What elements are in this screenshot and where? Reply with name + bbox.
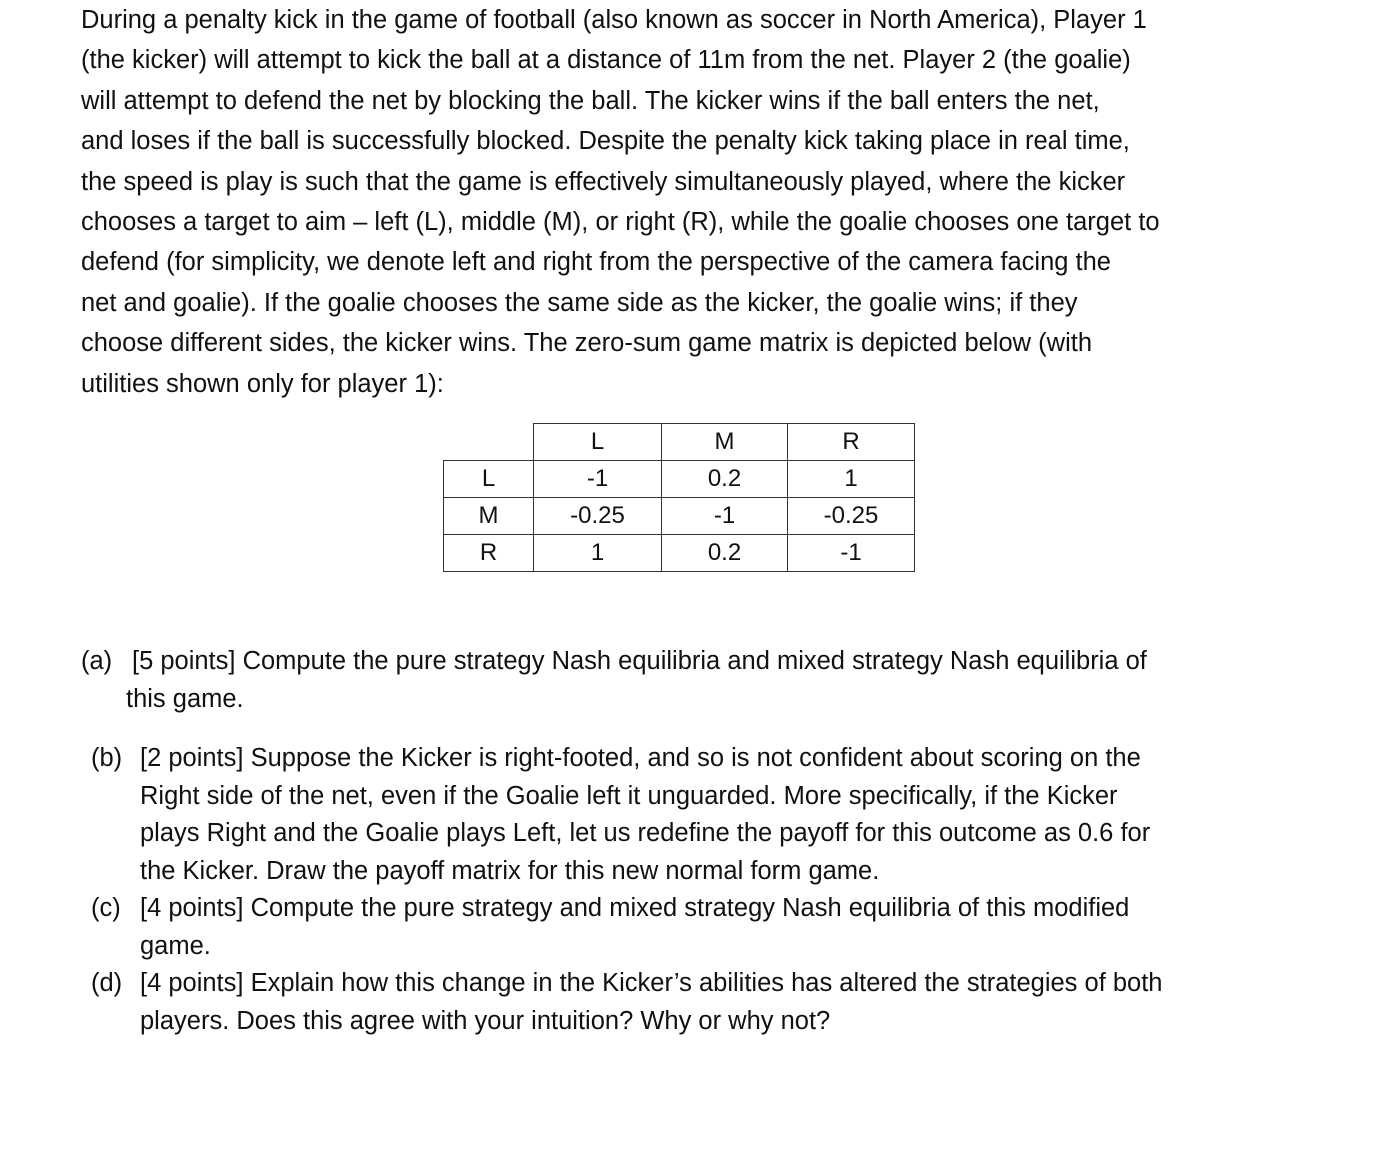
- question-label: (b): [91, 744, 123, 772]
- matrix-row: [444, 498, 915, 535]
- matrix-cell: 1: [788, 461, 915, 498]
- question-line: [5 points] Compute the pure strategy Nash equilibria and mixed strategy Nash equilibria of: [132, 647, 1147, 675]
- payoff-matrix: [443, 423, 915, 572]
- matrix-row: [444, 461, 915, 498]
- question-line: the Kicker. Draw the payoff matrix for this new normal form game.: [140, 856, 880, 885]
- question-text: [140, 740, 1150, 890]
- question-line: Right side of the net, even if the Goalie left it unguarded. More specifically, if the Kicker: [140, 781, 1118, 810]
- matrix-cell: -1: [534, 461, 662, 498]
- matrix-cell: 0.2: [662, 461, 788, 498]
- matrix-cell: -0.25: [534, 498, 662, 535]
- intro-line: chooses a target to aim – left (L), middle (M), or right (R), while the goalie chooses one target to: [81, 207, 1160, 236]
- question-line: game.: [140, 931, 211, 960]
- intro-line: defend (for simplicity, we denote left and right from the perspective of the camera facing the: [81, 248, 1111, 277]
- intro-line: the speed is play is such that the game is effectively simultaneously played, where the kicker: [81, 167, 1126, 196]
- intro-line: During a penalty kick in the game of football (also known as soccer in North America), Player 1: [81, 6, 1147, 34]
- row-header-l: L: [444, 461, 534, 498]
- matrix-cell: 1: [534, 535, 662, 572]
- question-line: [2 points] Suppose the Kicker is right-footed, and so is not confident about scoring on the: [140, 744, 1141, 772]
- matrix-cell: 0.2: [662, 535, 788, 572]
- matrix-header-row: [444, 424, 915, 461]
- question-label: (c): [91, 894, 121, 922]
- question-text: [140, 965, 1163, 1040]
- question-line: [4 points] Explain how this change in the Kicker’s abilities has altered the strategies of both: [140, 969, 1163, 997]
- question-label: (d): [91, 969, 123, 997]
- matrix-corner-cell: [444, 424, 534, 461]
- matrix-cell: -1: [662, 498, 788, 535]
- question-label: (a): [81, 647, 113, 675]
- col-header-m: M: [662, 424, 788, 461]
- col-header-l: L: [534, 424, 662, 461]
- question-text: [126, 643, 1147, 718]
- intro-line: net and goalie). If the goalie chooses the same side as the kicker, the goalie wins; if they: [81, 288, 1078, 317]
- intro-line: choose different sides, the kicker wins. The zero-sum game matrix is depicted below (with: [81, 329, 1092, 358]
- matrix-row: [444, 535, 915, 572]
- question-text: [140, 890, 1129, 965]
- intro-paragraph: [81, 0, 1311, 404]
- intro-line: will attempt to defend the net by blocking the ball. The kicker wins if the ball enters the net,: [81, 86, 1100, 115]
- col-header-r: R: [788, 424, 915, 461]
- question-line: plays Right and the Goalie plays Left, let us redefine the payoff for this outcome as 0.6 for: [140, 819, 1151, 847]
- question-line: this game.: [126, 684, 244, 713]
- row-header-m: M: [444, 498, 534, 535]
- intro-line: and loses if the ball is successfully blocked. Despite the penalty kick taking place in real time,: [81, 127, 1130, 156]
- intro-line: (the kicker) will attempt to kick the ball at a distance of 11m from the net. Player 2 (the goalie): [81, 46, 1131, 75]
- question-line: players. Does this agree with your intuition? Why or why not?: [140, 1006, 831, 1035]
- intro-line: utilities shown only for player 1):: [81, 369, 444, 398]
- row-header-r: R: [444, 535, 534, 572]
- matrix-cell: -0.25: [788, 498, 915, 535]
- matrix-cell: -1: [788, 535, 915, 572]
- question-line: [4 points] Compute the pure strategy and mixed strategy Nash equilibria of this modified: [140, 894, 1130, 922]
